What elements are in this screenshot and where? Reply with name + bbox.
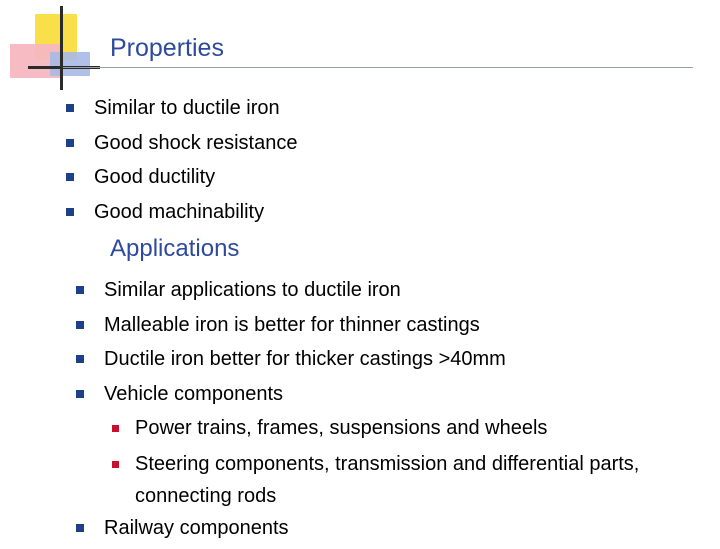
square-bullet-icon — [112, 425, 119, 432]
list-item — [94, 163, 297, 198]
section-heading-applications: Applications — [110, 235, 240, 262]
logo-vertical-line — [60, 6, 63, 90]
square-bullet-icon — [76, 524, 84, 532]
list-item — [104, 276, 665, 311]
list-item-text: Good machinability — [94, 200, 265, 223]
title-rule — [63, 67, 693, 68]
square-bullet-icon — [66, 208, 74, 216]
sub-list-item-text: Steering components, transmission and differential parts, connecting rods — [135, 453, 640, 507]
square-bullet-icon — [66, 173, 74, 181]
sub-list-item — [104, 448, 665, 514]
sub-list-item-text: Power trains, frames, suspensions and wheels — [135, 417, 548, 439]
list-item — [94, 94, 297, 129]
slide-title: Properties — [110, 34, 224, 62]
list-item-text: Malleable iron is better for thinner castings — [104, 313, 480, 336]
list-item — [104, 345, 665, 380]
list-item-text: Similar applications to ductile iron — [104, 279, 401, 301]
list-item-text: Good shock resistance — [94, 131, 298, 154]
list-item — [104, 380, 665, 415]
properties-list — [94, 94, 297, 232]
logo-blue-square — [50, 52, 90, 76]
applications-list — [104, 276, 665, 549]
list-item — [94, 129, 297, 164]
square-bullet-icon — [112, 461, 119, 468]
sub-list-item — [104, 414, 665, 448]
square-bullet-icon — [76, 390, 84, 398]
list-item-text: Similar to ductile iron — [94, 97, 280, 119]
list-item-text: Good ductility — [94, 166, 216, 188]
list-item — [94, 198, 297, 233]
square-bullet-icon — [66, 104, 74, 112]
square-bullet-icon — [76, 286, 84, 294]
list-item — [104, 311, 665, 346]
square-bullet-icon — [76, 321, 84, 329]
square-bullet-icon — [76, 355, 84, 363]
list-item-text: Ductile iron better for thicker castings >40mm — [104, 348, 506, 370]
list-item-text: Vehicle components — [104, 382, 284, 405]
list-item-text: Railway components — [104, 517, 289, 539]
square-bullet-icon — [66, 139, 74, 147]
list-item — [104, 514, 665, 549]
